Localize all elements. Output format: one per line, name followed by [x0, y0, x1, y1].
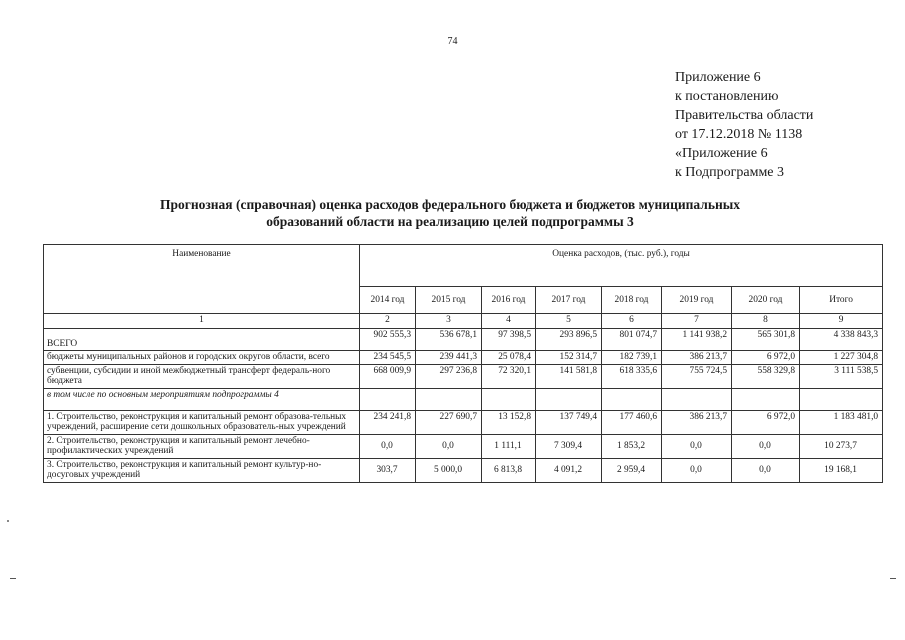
row-value: 177 460,6: [602, 410, 662, 434]
appendix-line: от 17.12.2018 № 1138: [675, 127, 803, 142]
page-number: 74: [447, 36, 458, 47]
row-value: 72 320,1: [482, 364, 536, 388]
header-name: Наименование: [44, 245, 360, 314]
row-value: 902 555,3: [360, 329, 416, 351]
year-header: 2015 год: [416, 287, 482, 314]
row-value: 558 329,8: [732, 364, 800, 388]
row-value: 297 236,8: [416, 364, 482, 388]
row-value: [732, 388, 800, 410]
row-value: 227 690,7: [416, 410, 482, 434]
row-name: 1. Строительство, реконструкция и капитальный ремонт образова-тельных учреждений, расширение сети дошкольных образователь-ных учреждений: [44, 410, 360, 434]
row-value: 25 078,4: [482, 351, 536, 365]
row-name: 2. Строительство, реконструкция и капитальный ремонт лечебно-профилактических учреждений: [44, 434, 360, 458]
year-header: Итого: [800, 287, 883, 314]
year-header: 2016 год: [482, 287, 536, 314]
appendix-line: «Приложение 6: [675, 146, 768, 161]
row-value: 618 335,6: [602, 364, 662, 388]
row-value: 1 141 938,2: [662, 329, 732, 351]
appendix-line: Приложение 6: [675, 70, 761, 85]
table-row: [44, 434, 883, 458]
row-value: [536, 388, 602, 410]
table-row: [44, 388, 883, 410]
document-title-line: образований области на реализацию целей подпрограммы 3: [266, 214, 634, 229]
row-value: [416, 388, 482, 410]
row-value: 0,0: [416, 434, 482, 458]
row-value: 386 213,7: [662, 351, 732, 365]
row-value: 4 338 843,3: [800, 329, 883, 351]
document-title: [60, 196, 840, 230]
column-index: 5: [536, 314, 602, 329]
row-value: 386 213,7: [662, 410, 732, 434]
row-name: 3. Строительство, реконструкция и капитальный ремонт культур-но-досуговых учреждений: [44, 458, 360, 482]
row-value: 6 972,0: [732, 351, 800, 365]
budget-table: [43, 244, 883, 483]
row-value: 0,0: [662, 458, 732, 482]
year-header: 2018 год: [602, 287, 662, 314]
row-value: [662, 388, 732, 410]
row-value: 97 398,5: [482, 329, 536, 351]
row-value: 565 301,8: [732, 329, 800, 351]
table-row: [44, 329, 883, 351]
row-value: 2 959,4: [602, 458, 662, 482]
row-value: 137 749,4: [536, 410, 602, 434]
appendix-reference: [675, 68, 813, 182]
row-value: 1 111,1: [482, 434, 536, 458]
year-header: 2014 год: [360, 287, 416, 314]
row-value: [482, 388, 536, 410]
row-value: 10 273,7: [800, 434, 883, 458]
row-value: 0,0: [732, 434, 800, 458]
row-value: 4 091,2: [536, 458, 602, 482]
row-value: 6 813,8: [482, 458, 536, 482]
column-index: 9: [800, 314, 883, 329]
scan-mark: [10, 578, 16, 579]
column-index: 6: [602, 314, 662, 329]
table-row: [44, 351, 883, 365]
year-header: 2020 год: [732, 287, 800, 314]
scan-mark: [7, 520, 9, 522]
row-name: ВСЕГО: [44, 329, 360, 351]
row-value: 152 314,7: [536, 351, 602, 365]
row-value: 19 168,1: [800, 458, 883, 482]
appendix-line: к постановлению: [675, 89, 779, 104]
row-value: 234 545,5: [360, 351, 416, 365]
row-value: 0,0: [360, 434, 416, 458]
table-row: [44, 364, 883, 388]
row-value: 801 074,7: [602, 329, 662, 351]
scan-mark: [890, 578, 896, 579]
table-row: [44, 410, 883, 434]
header-group: Оценка расходов, (тыс. руб.), годы: [360, 245, 883, 287]
row-value: 668 009,9: [360, 364, 416, 388]
table-row: [44, 458, 883, 482]
column-index: 2: [360, 314, 416, 329]
column-index: 3: [416, 314, 482, 329]
row-value: 755 724,5: [662, 364, 732, 388]
appendix-line: Правительства области: [675, 108, 814, 123]
row-value: 303,7: [360, 458, 416, 482]
row-value: 182 739,1: [602, 351, 662, 365]
row-value: 536 678,1: [416, 329, 482, 351]
row-value: 5 000,0: [416, 458, 482, 482]
row-name: субвенции, субсидии и иной межбюджетный трансферт федераль-ного бюджета: [44, 364, 360, 388]
row-value: 7 309,4: [536, 434, 602, 458]
row-value: 234 241,8: [360, 410, 416, 434]
row-value: [602, 388, 662, 410]
row-value: [360, 388, 416, 410]
row-value: 0,0: [732, 458, 800, 482]
row-value: 6 972,0: [732, 410, 800, 434]
column-index: 7: [662, 314, 732, 329]
row-value: 1 227 304,8: [800, 351, 883, 365]
column-index: 4: [482, 314, 536, 329]
column-index: 1: [44, 314, 360, 329]
column-index-row: [44, 314, 883, 329]
row-name: в том числе по основным мероприятиям подпрограммы 4: [44, 388, 360, 410]
year-header: 2017 год: [536, 287, 602, 314]
row-value: [800, 388, 883, 410]
row-value: 141 581,8: [536, 364, 602, 388]
row-value: 1 183 481,0: [800, 410, 883, 434]
row-value: 13 152,8: [482, 410, 536, 434]
row-value: 293 896,5: [536, 329, 602, 351]
row-name: бюджеты муниципальных районов и городских округов области, всего: [44, 351, 360, 365]
year-header: 2019 год: [662, 287, 732, 314]
row-value: 0,0: [662, 434, 732, 458]
appendix-line: к Подпрограмме 3: [675, 165, 785, 180]
row-value: 239 441,3: [416, 351, 482, 365]
document-title-line: Прогнозная (справочная) оценка расходов федерального бюджета и бюджетов муниципальных: [159, 197, 741, 212]
row-value: 3 111 538,5: [800, 364, 883, 388]
row-value: 1 853,2: [602, 434, 662, 458]
column-index: 8: [732, 314, 800, 329]
